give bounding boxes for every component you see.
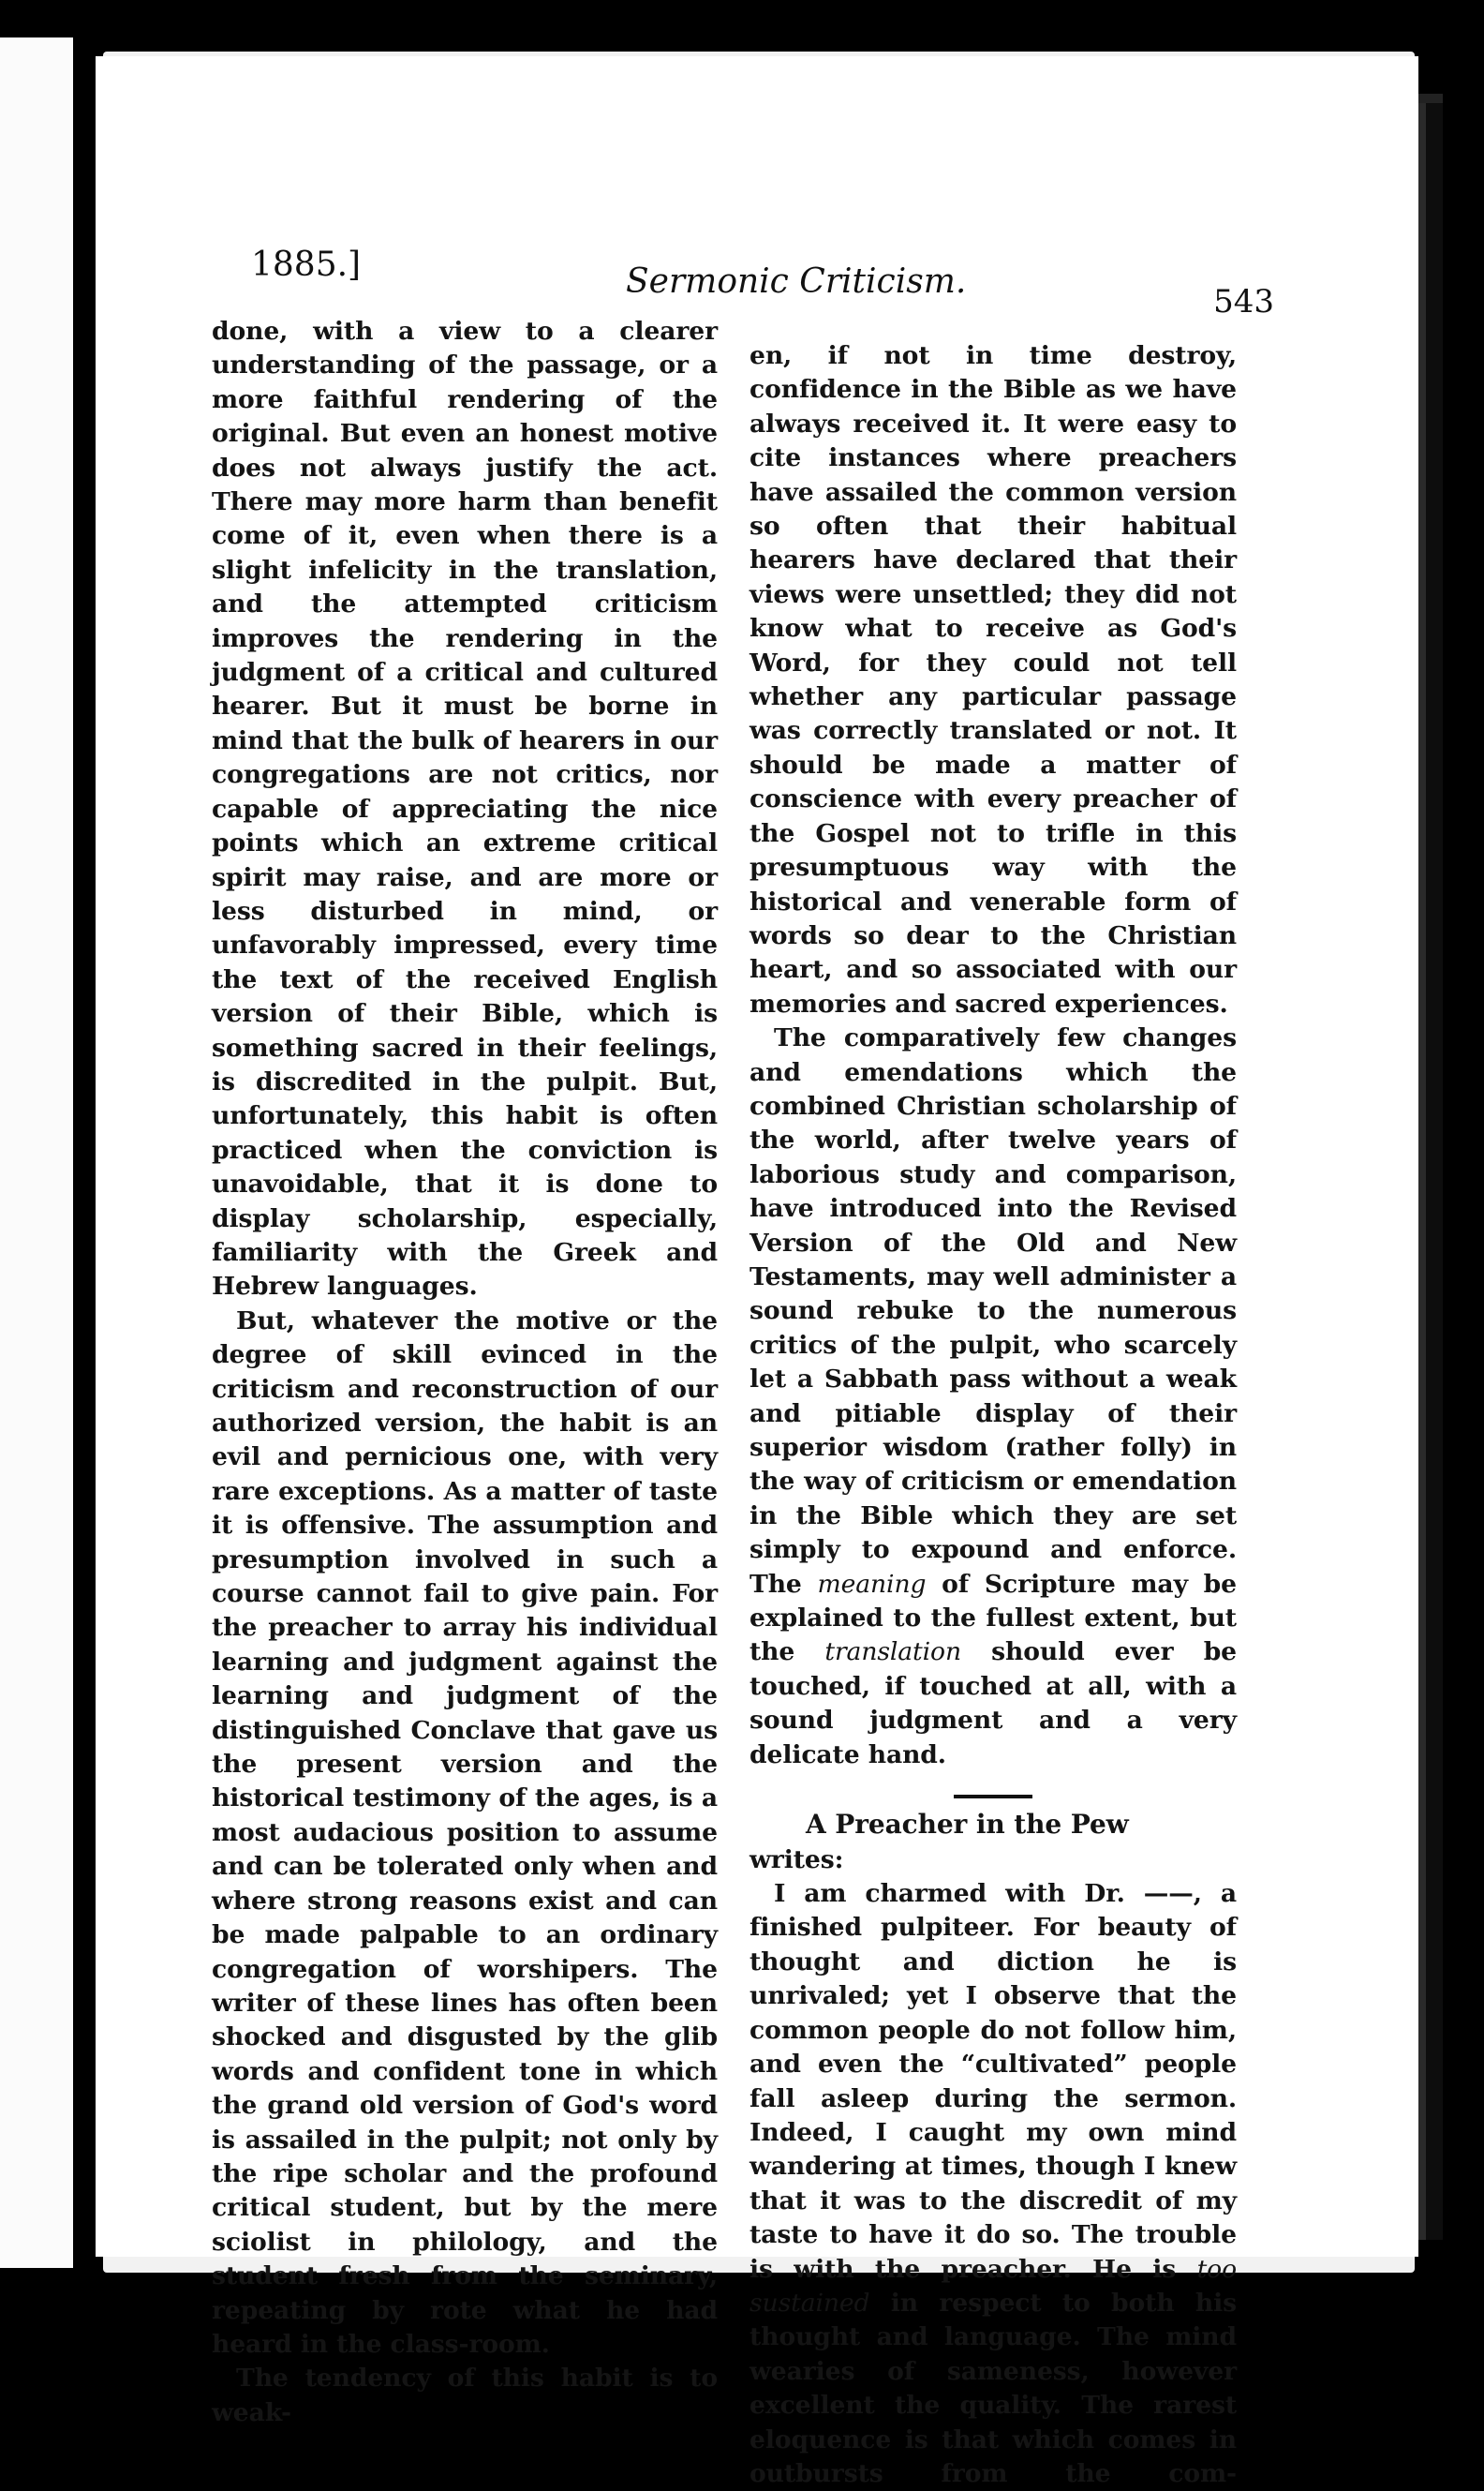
right-paragraph-3: [749, 1877, 1237, 2491]
running-title: Sermonic Criticism.: [626, 262, 967, 301]
right-paragraph-3-text: I am charmed with Dr. ——, a finished pulpiteer. For beauty of thought and diction he is unrivaled; yet I observe that the common people do not follow him, and even the “cultivated” people fall asleep during the sermon. Indeed, I caught my own mind wandering at times, though I knew that it was to the discredit of my taste to have it do so. The trouble is with the preacher. He is: [749, 1879, 1237, 2284]
right-paragraph-3-end: in respect to both his thought and language. The mind wearies of sameness, however excellent the quality. The rarest eloquence is that which comes in outbursts from the com-: [749, 2288, 1237, 2488]
left-column: [212, 315, 718, 2430]
left-paragraph-2: But, whatever the motive or the degree of skill evinced in the criticism and reconstruction of our authorized version, the habit is an evil and pernicious one, with very rare exceptions. As a matter of taste it is offensive. The assumption and presumption involved in such a course cannot fail to give pain. For the preacher to array his individual learning and judgment against the learning and judgment of the distinguished Conclave that gave us the present version and the historical testimony of the ages, is a most audacious position to assume and can be tolerated only when and where strong reasons exist and can be made palpable to an ordinary congregation of worshipers. The writer of these lines has often been shocked and disgusted by the glib words and confident tone in which the grand old version of God's word is assailed in the pulpit; not only by the ripe scholar and the profound critical student, but by the mere sciolist in philology, and the student fresh from the seminary, repeating by rote what he had heard in the class-room.: [212, 1305, 718, 2359]
emphasis-too-sustained: too sustained: [749, 2254, 1237, 2318]
right-paragraph-2-text: The comparatively few changes and emendations which the combined Christian scholarship of the world, after twelve years of laborious study and comparison, have introduced into the Revised Version of the Old and New Testaments, may well administer a sound rebuke to the numerous critics of the pulpit, who scarcely let a Sabbath pass without a weak and pitiable display of their superior wisdom (rather folly) in the way of criticism or emendation in the Bible which they are set simply to expound and enforce. The: [749, 1023, 1237, 1599]
right-paragraph-1: en, if not in time destroy, confidence in the Bible as we have always received it. It were easy to cite instances where preachers have assailed the common version so often that their habitual hearers have declared that their views were unsettled; they did not know what to receive as God's Word, for they could not tell whether any particular passage was correctly translated or not. It should be made a matter of conscience with every preacher of the Gospel not to trifle in this presumptuous way with the historical and venerable form of words so dear to the Christian heart, and so associated with our memories and sacred experiences.: [749, 341, 1237, 1019]
page-number: 543: [1213, 283, 1274, 321]
right-column: [749, 339, 1237, 2491]
signoff: writes:: [749, 1845, 844, 1875]
facing-page-edge: [0, 37, 73, 2268]
right-paragraph-2-end: should ever be touched, if touched at all, with a sound judgment and a very delicate hand.: [749, 1637, 1238, 1769]
emphasis-translation: translation: [824, 1637, 961, 1667]
header-year: 1885.]: [251, 246, 362, 284]
right-paragraph-2: [749, 1022, 1237, 1772]
section-heading: A Preacher in the Pew: [806, 1809, 1129, 1841]
emphasis-meaning: meaning: [817, 1569, 927, 1599]
page-header: [251, 246, 1274, 321]
left-paragraph-3: The tendency of this habit is to weak-: [212, 2364, 718, 2427]
right-paragraph-2-mid: of Scripture may be explained to the fullest extent, but the: [749, 1569, 1237, 1667]
left-paragraph-1: done, with a view to a clearer understanding of the passage, or a more faithful rendering of the original. But even an honest motive does not always justify the act. There may more harm than benefit come of it, even when there is a slight infelicity in the translation, and the attempted criticism improves the rendering in the judgment of a critical and cultured hearer. But it must be borne in mind that the bulk of hearers in our congregations are not critics, nor capable of appreciating the nice points which an extreme critical spirit may raise, and are more or less disturbed in mind, or unfavorably impressed, every time the text of the received English version of their Bible, which is something sacred in their feelings, is discredited in the pulpit. But, unfortunately, this habit is often practiced when the conviction is unavoidable, that it is done to display scholarship, especially, familiarity with the Greek and Hebrew languages.: [212, 317, 718, 1302]
section-rule: [954, 1795, 1032, 1798]
